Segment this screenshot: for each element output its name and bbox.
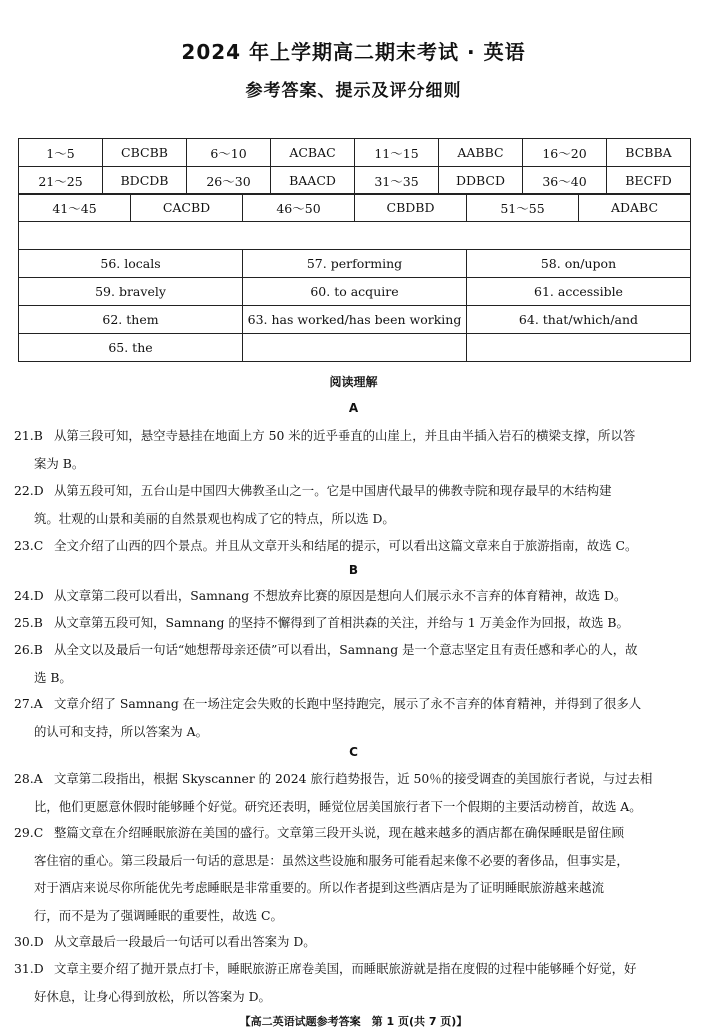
item-text-cont: 比，他们更愿意休假时能够睡个好觉。研究还表明，睡觉位居美国旅行者下一个假期的主要活动榜首，故选 A。	[34, 798, 642, 814]
answer-cell: 59. bravely	[19, 278, 243, 306]
item-number: 24.D	[14, 588, 44, 603]
answer-key: DDBCD	[439, 167, 523, 195]
item-text: 全文介绍了山西的四个景点。并且从文章开头和结尾的提示，可以看出这篇文章来自于旅游指南，故选 C。	[54, 538, 638, 553]
item-number: 27.A	[14, 696, 43, 711]
section-c-label: C	[349, 745, 358, 759]
answer-range: 31～35	[355, 167, 439, 195]
reading-heading: 阅读理解	[329, 375, 378, 389]
answer-item-23	[14, 532, 692, 560]
answer-item-29	[14, 819, 692, 929]
answer-key: CACBD	[131, 194, 243, 222]
item-text-cont: 的认可和支持，所以答案为 A。	[34, 723, 208, 739]
answer-cell: 62. them	[19, 306, 243, 334]
item-number: 29.C	[14, 825, 44, 840]
item-text: 文章介绍了 Samnang 在一场注定会失败的长跑中坚持跑完，展示了永不言弃的体育精神，并得到了很多人	[54, 696, 642, 711]
item-text-cont: 好休息，让身心得到放松，所以答案为 D。	[34, 988, 271, 1004]
answer-table	[18, 138, 691, 195]
answer-row-7	[19, 306, 691, 334]
item-text: 从第三段可知，悬空寺悬挂在地面上方 50 米的近乎垂直的山崖上，并且由半插入岩石的横梁支撑，所以答	[54, 428, 636, 443]
item-text-cont: 对于酒店来说尽你所能优先考虑睡眠是非常重要的。所以作者提到这些酒店是为了证明睡眠旅游越来越流	[34, 880, 604, 895]
answer-cell: 64. that/which/and	[467, 306, 691, 334]
answer-item-27	[14, 690, 692, 745]
blank-cell	[19, 222, 691, 250]
answer-key: BCBBA	[607, 139, 691, 167]
answer-range: 21～25	[19, 167, 103, 195]
answer-item-21	[14, 422, 692, 477]
item-text-cont: 选 B。	[34, 669, 72, 685]
answer-key: CBCBB	[103, 139, 187, 167]
answer-item-26	[14, 636, 692, 691]
answer-range: 41～45	[19, 194, 131, 222]
item-number: 31.D	[14, 961, 44, 976]
answer-item-31	[14, 955, 692, 1010]
item-number: 30.D	[14, 934, 44, 949]
answer-table-part3	[18, 249, 691, 362]
answer-cell: 57. performing	[243, 250, 467, 278]
item-text-cont: 筑。壮观的山景和美丽的自然景观也构成了它的特点，所以选 D。	[34, 510, 395, 526]
item-number: 21.B	[14, 428, 43, 443]
item-text: 从全文以及最后一句话“她想帮母亲还债”可以看出，Samnang 是一个意志坚定且有责任感和孝心的人，故	[54, 642, 638, 657]
item-number: 26.B	[14, 642, 43, 657]
answer-cell: 60. to acquire	[243, 278, 467, 306]
answer-key: ACBAC	[271, 139, 355, 167]
answer-key: ADABC	[579, 194, 691, 222]
answer-cell: 63. has worked/has been working	[243, 306, 467, 334]
answer-row-6	[19, 278, 691, 306]
page-subtitle: 参考答案、提示及评分细则	[245, 81, 462, 101]
answer-key: BAACD	[271, 167, 355, 195]
answer-row-1	[19, 139, 691, 167]
answer-range: 11～15	[355, 139, 439, 167]
answer-cell	[243, 334, 467, 362]
answer-item-25	[14, 609, 692, 637]
answer-row-blank	[19, 222, 691, 250]
answer-cell: 56. locals	[19, 250, 243, 278]
item-text-cont: 案为 B。	[34, 455, 85, 471]
answer-row-5	[19, 250, 691, 278]
item-text: 整篇文章在介绍睡眠旅游在美国的盛行。文章第三段开头说，现在越来越多的酒店都在确保睡眠是留住顾	[54, 825, 624, 840]
item-number: 22.D	[14, 483, 44, 498]
answer-row-2	[19, 167, 691, 195]
item-text: 从第五段可知，五台山是中国四大佛教圣山之一。它是中国唐代最早的佛教寺院和现存最早的木结构建	[54, 483, 612, 498]
answer-range: 6～10	[187, 139, 271, 167]
item-text: 从文章最后一段最后一句话可以看出答案为 D。	[54, 934, 316, 949]
item-number: 28.A	[14, 771, 43, 786]
section-b-label: B	[348, 563, 359, 577]
answer-range: 46～50	[243, 194, 355, 222]
item-text: 从文章第五段可知，Samnang 的坚持不懈得到了首相洪森的关注，并给与 1 万美金作为回报，故选 B。	[54, 615, 629, 630]
answer-range: 36～40	[523, 167, 607, 195]
answer-item-28	[14, 765, 692, 820]
item-text: 文章第二段指出，根据 Skyscanner 的 2024 旅行趋势报告，近 50％的接受调查的美国旅行者说，与过去相	[54, 771, 653, 786]
answer-cell: 65. the	[19, 334, 243, 362]
item-number: 25.B	[14, 615, 43, 630]
answer-item-30	[14, 928, 692, 956]
answer-table-part2	[18, 193, 691, 250]
answer-row-8	[19, 334, 691, 362]
item-text-cont: 行，而不是为了强调睡眠的重要性，故选 C。	[34, 907, 283, 923]
item-text-cont: 客住宿的重心。第三段最后一句话的意思是：虽然这些设施和服务可能看起来像不必要的奢侈品，但事实是，	[34, 852, 629, 868]
answer-row-3	[19, 194, 691, 222]
answer-item-24	[14, 582, 692, 610]
answer-cell: 61. accessible	[467, 278, 691, 306]
answer-range: 16～20	[523, 139, 607, 167]
page-title: 2024 年上学期高二期末考试 · 英语	[181, 40, 526, 64]
answer-key: BECFD	[607, 167, 691, 195]
answer-cell: 58. on/upon	[467, 250, 691, 278]
answer-cell	[467, 334, 691, 362]
answer-range: 26～30	[187, 167, 271, 195]
section-a-label: A	[348, 401, 359, 415]
item-number: 23.C	[14, 538, 44, 553]
item-text: 文章主要介绍了抛开景点打卡，睡眠旅游正席卷美国，而睡眠旅游就是指在度假的过程中能够睡个好觉，好	[54, 961, 637, 976]
answer-key: BDCDB	[103, 167, 187, 195]
answer-range: 51～55	[467, 194, 579, 222]
page-footer: 【高二英语试题参考答案 第 1 页(共 7 页)】	[239, 1015, 468, 1028]
answer-key: AABBC	[439, 139, 523, 167]
answer-key: CBDBD	[355, 194, 467, 222]
item-text: 从文章第二段可以看出，Samnang 不想放弃比赛的原因是想向人们展示永不言弃的体育精神，故选 D。	[54, 588, 627, 603]
answer-item-22	[14, 477, 692, 532]
answer-range: 1～5	[19, 139, 103, 167]
